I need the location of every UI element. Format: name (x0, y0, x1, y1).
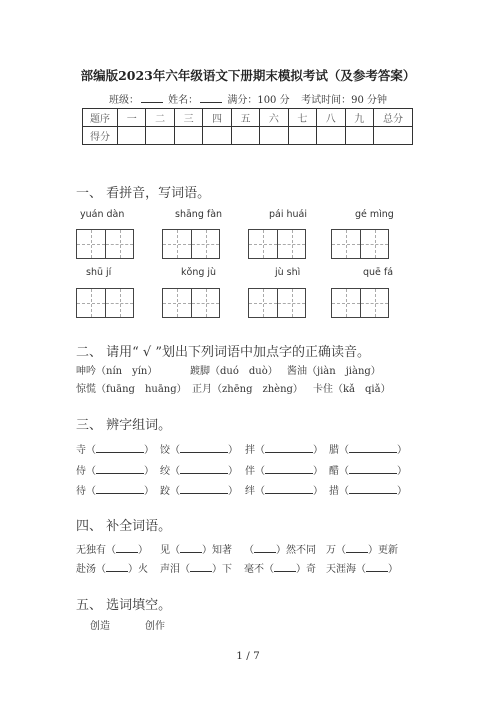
word-group-item: 拌（ ） (245, 441, 323, 456)
answer-blank[interactable] (254, 542, 276, 553)
word-group-item: 侍（ ） (76, 462, 154, 477)
pinyin-label: quē fá (363, 267, 394, 278)
section4-heading: 四、 补全词语。 (76, 519, 172, 534)
answer-blank[interactable] (180, 542, 202, 553)
document-title: 部编版2023年六年级语文下册期末模拟考试（及参考答案） (80, 68, 416, 83)
writing-grid[interactable] (76, 288, 134, 318)
idiom-text: ）奇 (296, 564, 316, 575)
writing-grid[interactable] (331, 229, 389, 259)
char: 绊 (245, 486, 255, 497)
idiom-item (326, 560, 398, 575)
answer-blank[interactable] (106, 561, 128, 572)
exam-time: 考试时间：90 分钟 (301, 95, 388, 106)
pinyin-label: shū jí (86, 267, 112, 278)
pinyin-label: pái huái (269, 209, 308, 220)
char: 饺 (160, 445, 170, 456)
idiom-item (326, 541, 398, 556)
name-label: 姓名： (168, 95, 199, 106)
score-header-cell: 一 (118, 109, 146, 127)
score-header-cell: 题序 (83, 109, 118, 127)
pinyin-label: shāng fàn (175, 209, 223, 220)
page-number: 1 / 7 (236, 650, 260, 662)
score-cell[interactable] (288, 127, 316, 145)
char: 腊 (329, 445, 339, 456)
section2-heading: 二、 请用“ √ ”划出下列词语中加点字的正确读音。 (76, 345, 370, 360)
writing-grid[interactable] (162, 229, 220, 259)
pinyin-label: gé mìng (355, 209, 394, 220)
full-score: 满分：100 分 (227, 95, 290, 106)
word-group-item: 饺（ ） (160, 441, 238, 456)
answer-blank[interactable] (96, 483, 144, 494)
word-option: 创作 (145, 621, 165, 632)
class-label: 班级： (108, 95, 139, 106)
idiom-text: 赴汤（ (76, 564, 106, 575)
score-table (82, 108, 413, 145)
score-cell[interactable] (203, 127, 231, 145)
word-group-item: 跤（ ） (160, 482, 238, 497)
char: 待 (76, 486, 86, 497)
answer-blank[interactable] (116, 542, 138, 553)
word-group-item: 腊（ ） (329, 441, 407, 456)
exam-info (0, 91, 496, 106)
answer-blank[interactable] (96, 463, 144, 474)
score-cell[interactable] (118, 127, 146, 145)
answer-blank[interactable] (180, 463, 228, 474)
char: 醋 (329, 466, 339, 477)
score-cell[interactable] (345, 127, 374, 145)
idiom-text: 声泪（ (160, 564, 190, 575)
idiom-text: 天涯海（ (326, 564, 366, 575)
answer-blank[interactable] (349, 463, 397, 474)
answer-blank[interactable] (265, 442, 313, 453)
score-header-cell: 二 (146, 109, 174, 127)
idiom-text: 见（ (160, 545, 180, 556)
score-header-cell: 总分 (374, 109, 413, 127)
answer-blank[interactable] (349, 442, 397, 453)
answer-blank[interactable] (274, 561, 296, 572)
score-table-row (83, 127, 413, 145)
char: 侍 (76, 466, 86, 477)
reading-item[interactable]: 酱油（jiàn jiàng） (287, 366, 381, 377)
word-group-item: 绞（ ） (160, 462, 238, 477)
answer-blank[interactable] (180, 442, 228, 453)
answer-blank[interactable] (349, 483, 397, 494)
class-blank (141, 93, 163, 103)
writing-grid[interactable] (331, 288, 389, 318)
score-row-label: 得分 (83, 127, 118, 145)
score-header-cell: 三 (174, 109, 202, 127)
score-header-cell: 六 (260, 109, 288, 127)
answer-blank[interactable] (96, 442, 144, 453)
char: 拌 (245, 445, 255, 456)
word-group-item: 措（ ） (329, 482, 407, 497)
pinyin-label: jù shì (275, 267, 301, 278)
score-cell[interactable] (317, 127, 345, 145)
word-group-item: 醋（ ） (329, 462, 407, 477)
pinyin-label: kǒng jù (181, 267, 217, 278)
score-cell[interactable] (174, 127, 202, 145)
idiom-text: ）下 (212, 564, 232, 575)
score-cell[interactable] (260, 127, 288, 145)
reading-item[interactable]: 踱脚（duó duò） (190, 366, 278, 377)
writing-grid[interactable] (162, 288, 220, 318)
idiom-item (244, 560, 316, 575)
idiom-text: ）然不同 (276, 545, 316, 556)
word-group-item: 绊（ ） (245, 482, 323, 497)
idiom-item (76, 560, 148, 575)
char: 跤 (160, 486, 170, 497)
score-table-header (83, 109, 413, 127)
idiom-text: ）知著 (202, 545, 232, 556)
idiom-item (76, 541, 148, 556)
score-cell[interactable] (374, 127, 413, 145)
section3-heading: 三、 辨字组词。 (76, 418, 172, 433)
idiom-text: 毫不（ (244, 564, 274, 575)
reading-item[interactable]: 卡住（kǎ qiǎ） (313, 384, 391, 395)
idiom-text: 万（ (326, 545, 346, 556)
section1-heading: 一、 看拼音，写词语。 (76, 186, 211, 201)
answer-blank[interactable] (265, 463, 313, 474)
score-header-cell: 七 (288, 109, 316, 127)
section5-heading: 五、 选词填空。 (76, 598, 172, 613)
reading-item[interactable]: 呻吟（nín yín） (76, 366, 158, 377)
idiom-text: ） (138, 545, 148, 556)
score-header-cell: 九 (345, 109, 374, 127)
score-cell[interactable] (231, 127, 259, 145)
answer-blank[interactable] (180, 483, 228, 494)
writing-grid[interactable] (248, 288, 306, 318)
writing-grid[interactable] (248, 229, 306, 259)
char: 措 (329, 486, 339, 497)
answer-blank[interactable] (190, 561, 212, 572)
score-cell[interactable] (146, 127, 174, 145)
writing-grid[interactable] (76, 229, 134, 259)
word-group-item: 寺（ ） (76, 441, 154, 456)
pinyin-label: yuán dàn (80, 209, 125, 220)
answer-blank[interactable] (366, 561, 388, 572)
idiom-text: ）更新 (368, 545, 398, 556)
word-option: 创造 (90, 621, 110, 632)
score-header-cell: 四 (203, 109, 231, 127)
answer-blank[interactable] (265, 483, 313, 494)
reading-item[interactable]: 惊慌（fuāng huāng） (76, 384, 187, 395)
idiom-item (160, 560, 232, 575)
char: 伴 (245, 466, 255, 477)
word-group-item: 伴（ ） (245, 462, 323, 477)
reading-item[interactable]: 正月（zhēng zhèng） (192, 384, 303, 395)
answer-blank[interactable] (346, 542, 368, 553)
idiom-item (160, 541, 232, 556)
char: 绞 (160, 466, 170, 477)
score-header-cell: 五 (231, 109, 259, 127)
idiom-text: ）火 (128, 564, 148, 575)
idiom-text: 无独有（ (76, 545, 116, 556)
char: 寺 (76, 445, 86, 456)
word-group-item: 待（ ） (76, 482, 154, 497)
score-header-cell: 八 (317, 109, 345, 127)
idiom-text: ） (388, 564, 398, 575)
name-blank (200, 93, 222, 103)
idiom-text: （ (244, 545, 254, 556)
idiom-item (244, 541, 316, 556)
